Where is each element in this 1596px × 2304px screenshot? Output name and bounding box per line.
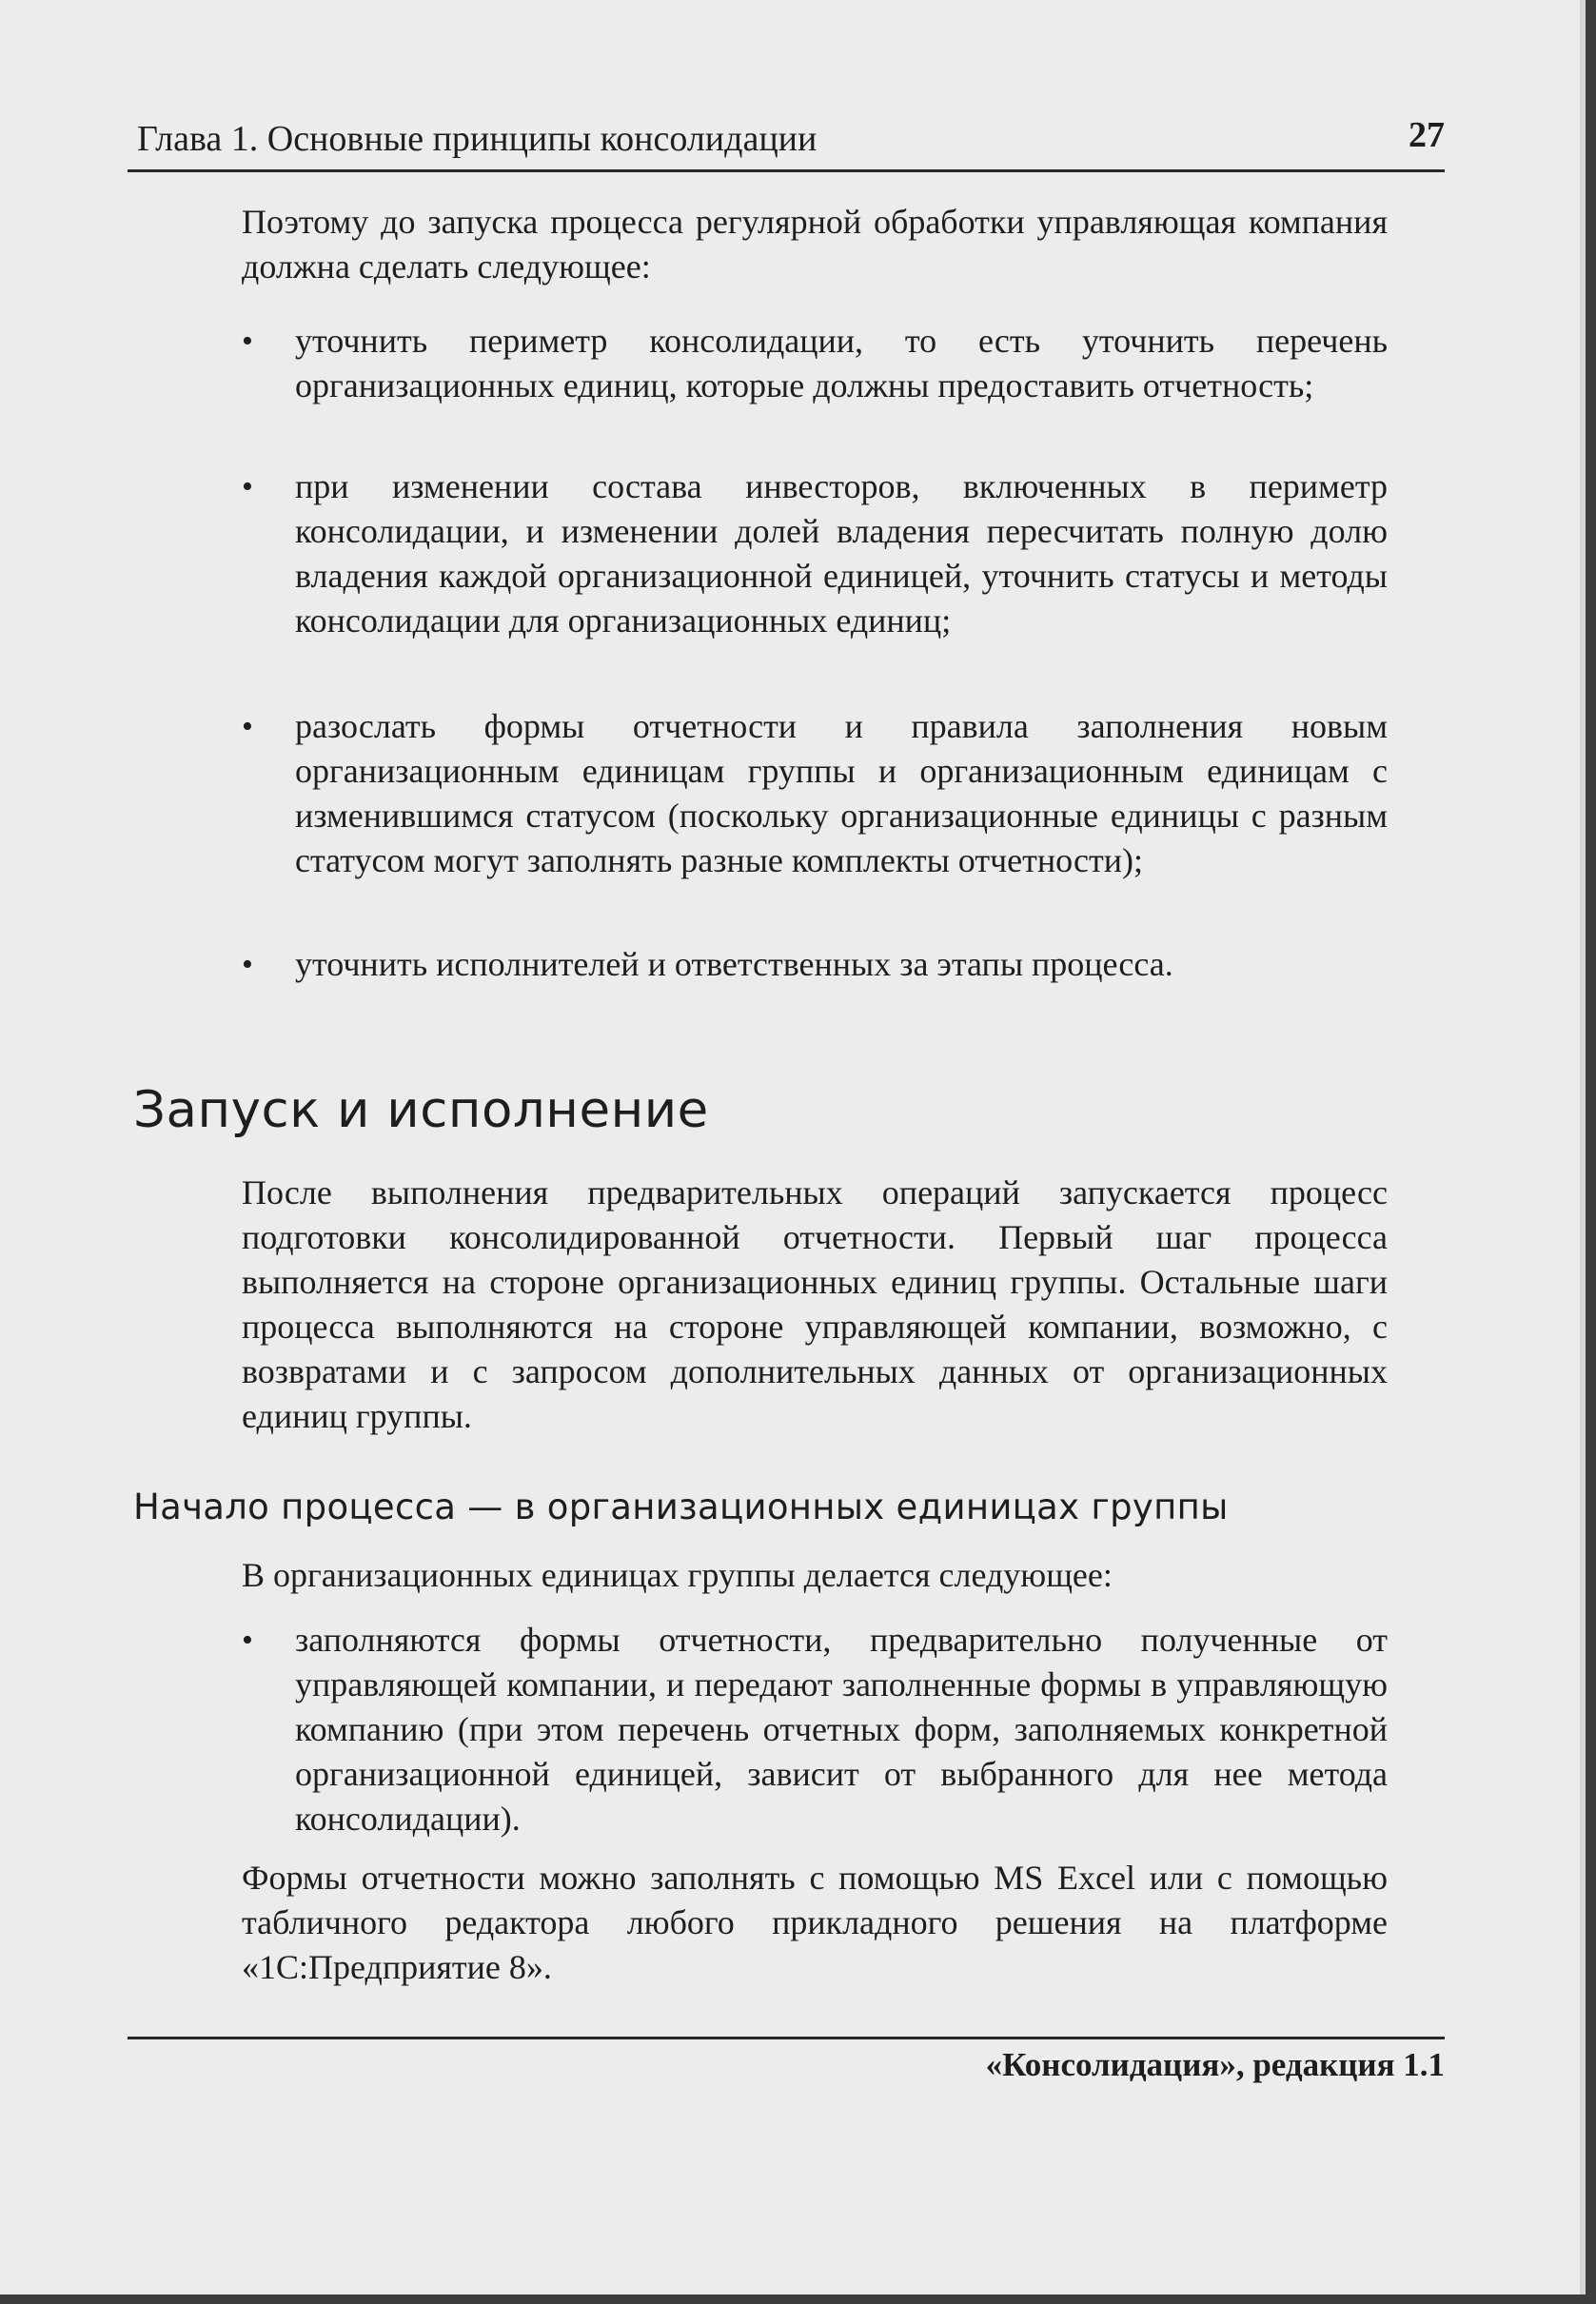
intro-paragraph: Поэтому до запуска процесса регулярной обработки управляющая компания должна сделать следующее: bbox=[242, 203, 1388, 286]
section-heading: Запуск и исполнение bbox=[133, 1081, 709, 1139]
list-item-text: уточнить периметр консолидации, то есть уточнить перечень организационных единиц, которые должны предоставить отчетность; bbox=[295, 322, 1388, 404]
bullet-icon: • bbox=[242, 469, 253, 504]
page-number: 27 bbox=[1409, 115, 1445, 155]
list-item-text: разослать формы отчетности и правила заполнения новым организационным единицам группы и организационным единицам с изменившимся статусом (поскольку организационные единицы с разным статусом могут заполнять разные комплекты отчетности); bbox=[295, 707, 1388, 879]
bullet-icon: • bbox=[242, 709, 253, 744]
closing-paragraph: Формы отчетности можно заполнять с помощью MS Excel или с помощью табличного редактора любого прикладного решения на платформе «1С:Предприятие 8». bbox=[242, 1859, 1388, 1986]
section-paragraph: После выполнения предварительных операций запускается процесс подготовки консолидированной отчетности. Первый шаг процесса выполняется на стороне организационных единиц группы. Остальные шаги процесса выполняются на стороне управляющей компании, возможно, с возвратами и с запросом дополнительных данных от организационных единиц группы. bbox=[242, 1173, 1388, 1435]
page-footer: «Консолидация», редакция 1.1 bbox=[985, 2046, 1445, 2083]
list-item-text: заполняются формы отчетности, предварительно полученные от управляющей компании, и передают заполненные формы в управляющую компанию (при этом перечень отчетных форм, заполняемых конкретной организационной единицей, зависит от выбранного для нее метода консолидации). bbox=[295, 1621, 1388, 1838]
list-item-text: при изменении состава инвесторов, включенных в периметр консолидации, и изменении долей владения пересчитать полную долю владения каждой организационной единицей, уточнить статусы и методы консолидации для организационных единиц; bbox=[295, 467, 1388, 640]
list-item-text: уточнить исполнителей и ответственных за этапы процесса. bbox=[295, 945, 1173, 983]
page-header bbox=[128, 112, 1445, 172]
list-item bbox=[242, 942, 1388, 987]
bullet-icon: • bbox=[242, 324, 253, 359]
chapter-title: Глава 1. Основные принципы консолидации bbox=[137, 119, 818, 159]
subsection-heading: Начало процесса — в организационных единицах группы bbox=[133, 1487, 1229, 1527]
bullet-icon: • bbox=[242, 1623, 253, 1658]
footer-divider bbox=[128, 2037, 1445, 2039]
bullet-icon: • bbox=[242, 947, 253, 982]
subsection-intro: В организационных единицах группы делается следующее: bbox=[242, 1556, 1113, 1594]
list-item bbox=[242, 319, 1388, 408]
list-item bbox=[242, 464, 1388, 643]
list-item bbox=[242, 1618, 1388, 1841]
list-item bbox=[242, 704, 1388, 883]
